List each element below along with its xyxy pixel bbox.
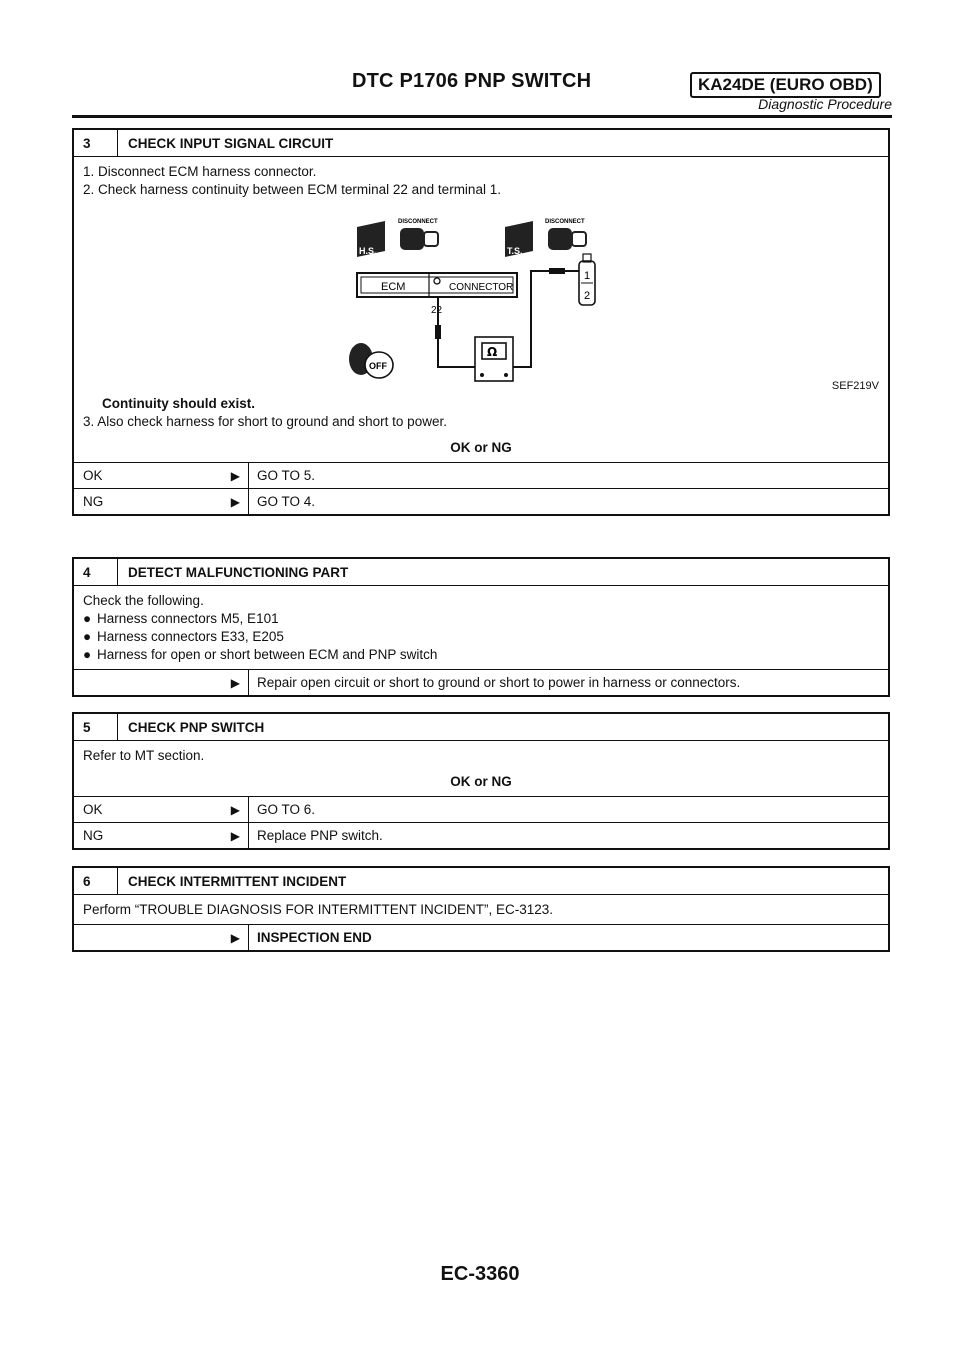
instruction-line: 1. Disconnect ECM harness connector. [83,164,317,179]
bullet-item: ● Harness connectors M5, E101 [83,611,279,626]
result-row-ng [74,822,888,848]
step-header [74,868,888,894]
step-number: 3 [74,130,118,156]
ts-label: T.S. [507,246,523,256]
result-key: NG [83,494,104,509]
continuity-check-diagram [345,199,725,389]
step-5-box [72,712,890,850]
step-title: CHECK PNP SWITCH [128,719,265,735]
step-body [74,740,888,796]
result-row-ok [74,796,888,822]
step-body [74,894,888,924]
instruction-line: 2. Check harness continuity between ECM terminal 22 and terminal 1. [83,182,501,197]
result-row-ng [74,488,888,514]
arrow-icon: ▶ [230,828,240,843]
arrow-icon: ▶ [230,675,240,690]
header-rule [72,115,892,118]
step-3-box [72,128,890,516]
pin-1-label: 1 [584,270,591,282]
disconnect-icon [545,219,586,250]
result-key: OK [83,802,103,817]
result-row-ok [74,462,888,488]
step-number: 4 [74,559,118,585]
bullet-item: ● Harness for open or short between ECM and PNP switch [83,647,438,662]
continuity-note: Continuity should exist. [102,396,256,411]
ok-or-ng-label: OK or NG [450,440,512,455]
arrow-icon: ▶ [230,930,240,945]
sensor-connector [579,254,595,305]
step-title: DETECT MALFUNCTIONING PART [128,564,349,580]
arrow-icon: ▶ [230,494,240,509]
ts-icon [505,221,533,257]
engine-badge: KA24DE (EURO OBD) [690,72,881,98]
step-header [74,714,888,740]
hs-icon [357,221,385,257]
result-row [74,924,888,950]
pin-2-label: 2 [584,290,591,302]
hs-label: H.S. [359,246,377,256]
result-value: GO TO 5. [257,468,316,483]
terminal-22-label: 22 [431,305,443,316]
result-value: Replace PNP switch. [257,828,383,843]
step-title: CHECK INTERMITTENT INCIDENT [128,873,347,889]
bullet-icon: ● [83,629,92,644]
result-value: GO TO 6. [257,802,316,817]
result-value: INSPECTION END [257,930,372,945]
off-label: OFF [369,361,387,371]
step-6-box [72,866,890,952]
step-number: 5 [74,714,118,740]
instruction-line: 3. Also check harness for short to ground and short to power. [83,414,447,429]
ecm-label: ECM [381,281,406,293]
step-body [74,585,888,669]
result-key: OK [83,468,103,483]
connector-label: CONNECTOR [449,282,514,293]
page-title: DTC P1706 PNP SWITCH [352,70,592,92]
page-number: EC-3360 [440,1263,520,1285]
ok-or-ng-label: OK or NG [450,774,512,789]
result-row [74,669,888,695]
step-header [74,559,888,585]
disconnect-label: DISCONNECT [545,219,585,225]
step-4-box [72,557,890,697]
figure-id: SEF219V [831,380,879,392]
arrow-icon: ▶ [230,468,240,483]
bullet-item: ● Harness connectors E33, E205 [83,629,284,644]
result-value: GO TO 4. [257,494,316,509]
bullet-icon: ● [83,611,92,626]
instruction-line: Perform “TROUBLE DIAGNOSIS FOR INTERMITTENT INCIDENT”, EC-3123. [83,902,554,917]
page-subtitle: Diagnostic Procedure [758,96,892,112]
bullet-icon: ● [83,647,92,662]
disconnect-icon [398,219,438,250]
step-title: CHECK INPUT SIGNAL CIRCUIT [128,135,334,151]
step-number: 6 [74,868,118,894]
step-body [74,156,888,462]
ignition-key-off-icon [349,343,393,378]
instruction-line: Check the following. [83,593,204,608]
ohm-symbol: Ω [487,345,498,359]
ohmmeter-icon [475,337,513,381]
instruction-line: Refer to MT section. [83,748,205,763]
wiring-figure [83,199,879,395]
result-value: Repair open circuit or short to ground or short to power in harness or connectors. [257,675,741,690]
step-header [74,130,888,156]
arrow-icon: ▶ [230,802,240,817]
result-key: NG [83,828,104,843]
disconnect-label: DISCONNECT [398,219,438,225]
